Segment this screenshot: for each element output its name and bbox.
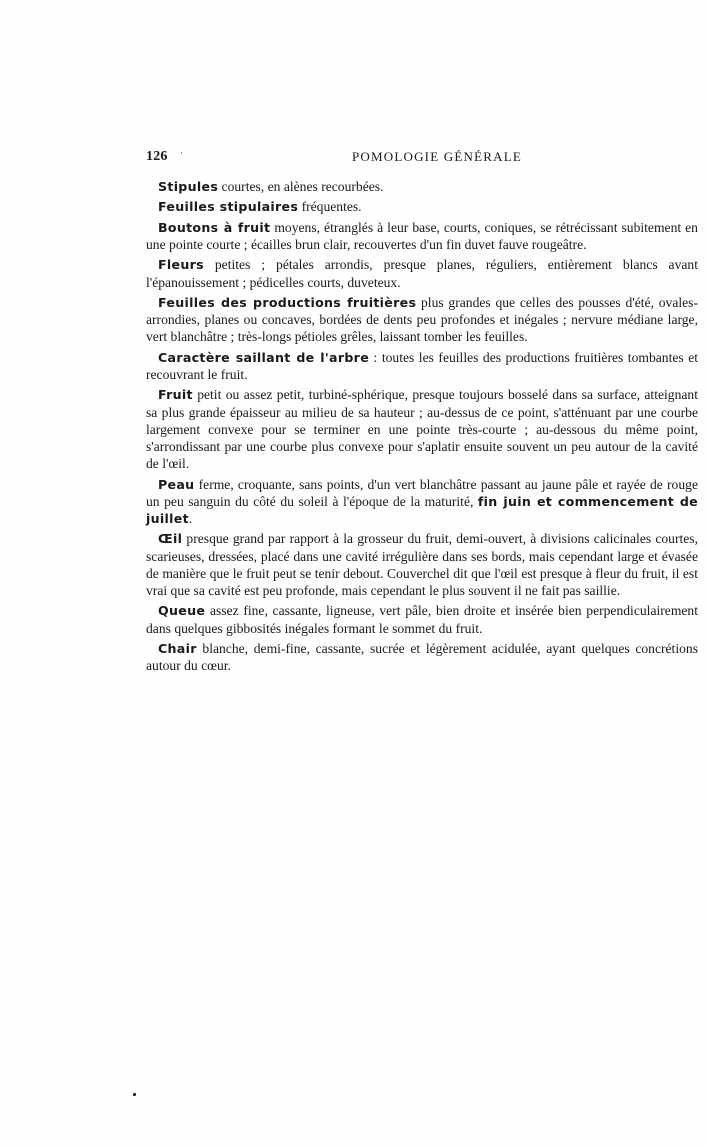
paragraph-oeil bbox=[146, 530, 698, 599]
term: Stipules bbox=[158, 179, 219, 194]
paragraph-text: presque grand par rapport à la grosseur du fruit, demi-ouvert, à divisions calicinales courtes, scarieuses, dressées, placé dans une cavité irrégulière dans ses bords, mais cependant large et évasée de manière que le fruit peut se tenir debout. Couverchel dit que l'œil est presque à fleur du fruit, il est vrai que sa cavité est peu profonde, mais cependant le plus souvent il ne fait pas saillie. bbox=[146, 531, 698, 598]
paragraph-stipules bbox=[146, 178, 698, 195]
paragraph-text: petites ; pétales arrondis, presque planes, réguliers, entièrement blancs avant l'épanouissement ; pédicelles courts, duveteux. bbox=[146, 257, 698, 290]
paragraph-text: petit ou assez petit, turbiné-sphérique, presque toujours bosselé dans sa surface, atteignant sa plus grande épaisseur au milieu de sa hauteur ; au-dessus de ce point, s'atténuant par une courbe largement convexe pour se terminer en une pointe très-courte ; au-dessous du même point, s'arrondissant par une courbe plus convexe pour s'aplatir ensuite souvent un peu autour de la cavité de l'œil. bbox=[146, 387, 698, 472]
print-speck bbox=[133, 1093, 136, 1096]
print-speck bbox=[181, 152, 182, 154]
paragraph-tail: . bbox=[188, 510, 193, 526]
paragraph-fleurs bbox=[146, 256, 698, 290]
term: Caractère saillant de l'arbre bbox=[158, 349, 370, 365]
term: Peau bbox=[158, 476, 195, 492]
page-header bbox=[146, 149, 698, 169]
paragraph-peau bbox=[146, 476, 698, 528]
term: Fleurs bbox=[158, 257, 204, 273]
paragraph-text: plus grandes que celles des pousses d'été, ovales-arrondies, planes ou concaves, bordées de dents peu profondes et inégales ; nervure médiane large, vert blanchâtre ; très-longs pétioles grêles, laissant tomber les feuilles. bbox=[146, 294, 698, 345]
paragraph-fruit bbox=[146, 386, 698, 472]
term: Feuilles des productions fruitières bbox=[158, 294, 417, 310]
paragraph-text: blanche, demi-fine, cassante, sucrée et légèrement acidulée, ayant quelques concrétions autour du cœur. bbox=[146, 640, 698, 674]
maturity-period: fin juin et commencement de juillet bbox=[146, 493, 699, 526]
term: Feuilles stipulaires bbox=[158, 199, 299, 215]
page-number: 126 bbox=[146, 149, 168, 164]
paragraph-text: : toutes les feuilles des productions fruitières tombantes et recouvrant le fruit. bbox=[146, 349, 698, 382]
paragraph-text: courtes, en alènes recourbées. bbox=[218, 179, 384, 194]
paragraph-boutons-a-fruit bbox=[146, 219, 698, 253]
term: Œil bbox=[158, 531, 183, 547]
paragraph-feuilles-stipulaires bbox=[146, 198, 698, 215]
paragraph-text: assez fine, cassante, ligneuse, vert pâle, bien droite et insérée bien perpendiculairement dans quelques gibbosités inégales formant le sommet du fruit. bbox=[146, 603, 698, 636]
paragraph-queue bbox=[146, 602, 698, 636]
paragraph-text: moyens, étranglés à leur base, courts, coniques, se rétrécissant subitement en une pointe courte ; écailles brun clair, recouvertes d'un fin duvet fauve rougeâtre. bbox=[146, 219, 698, 252]
term: Boutons à fruit bbox=[158, 219, 271, 235]
paragraph-text: fréquentes. bbox=[298, 199, 362, 215]
paragraph-caractere bbox=[146, 349, 698, 383]
paragraph-chair bbox=[146, 640, 698, 674]
running-title: POMOLOGIE GÉNÉRALE bbox=[351, 149, 522, 164]
page-body bbox=[146, 178, 698, 678]
term: Chair bbox=[158, 640, 197, 656]
paragraph-feuilles-productions bbox=[146, 294, 698, 346]
term: Fruit bbox=[158, 387, 193, 403]
term: Queue bbox=[158, 603, 206, 619]
paragraph-text: ferme, croquante, sans points, d'un vert blanchâtre passant au jaune pâle et rayée de rouge un peu sanguin du côté du soleil à l'époque de la maturité, bbox=[146, 476, 698, 509]
